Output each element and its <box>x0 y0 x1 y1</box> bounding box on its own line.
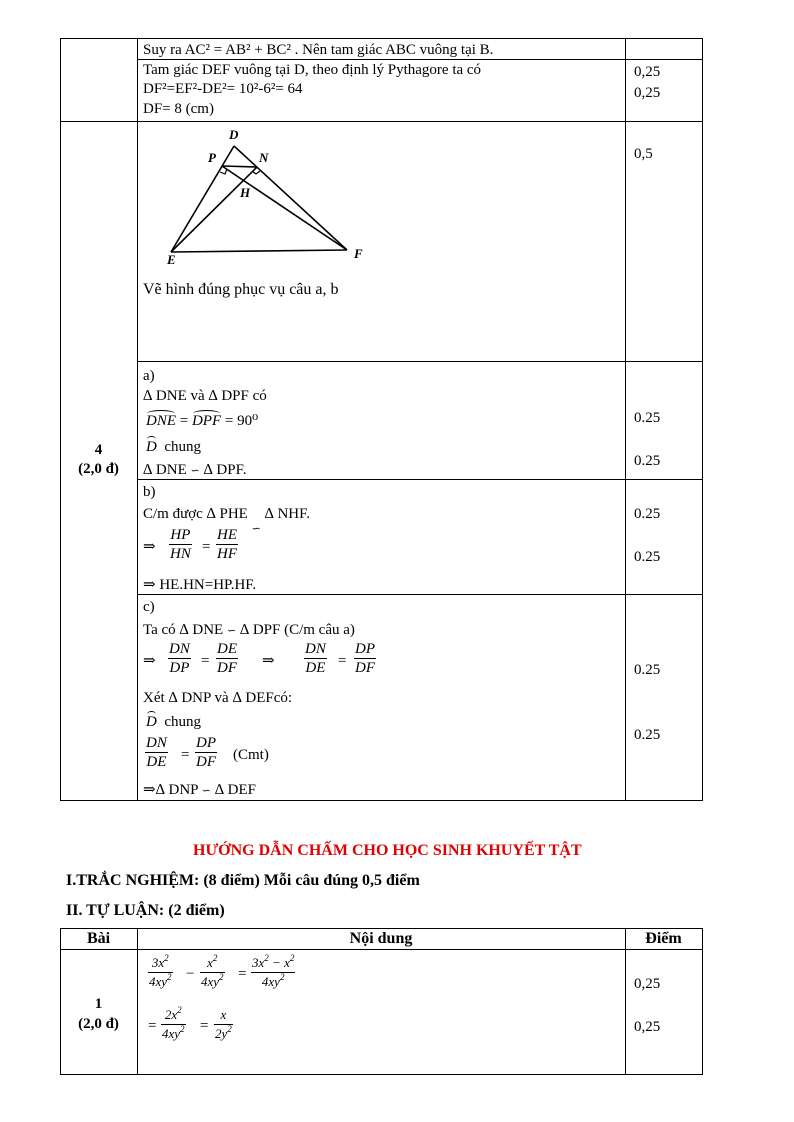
fraction-3x2-minus-x2: $3x^2 - x^2$ $4xy^2$ <box>252 953 295 989</box>
score: 0.25 <box>634 727 661 743</box>
score: 0,25 <box>634 976 661 992</box>
equals-sign: = <box>181 747 190 763</box>
section-heading: HƯỚNG DẪN CHẤM CHO HỌC SINH KHUYẾT TẬT <box>193 842 582 859</box>
fraction-x-2y2: x $2y^2$ <box>215 1007 232 1041</box>
score: 0,25 <box>634 85 661 101</box>
score: 0.25 <box>634 662 661 678</box>
fraction-dp-df: DP DF <box>355 641 375 676</box>
angle-equation: DNE = DPF = 90⁰ <box>146 413 259 429</box>
bai-points: (2,0 đ) <box>78 1016 119 1032</box>
equals-sign: = <box>201 653 210 669</box>
fraction-hp-hn: HP HN <box>170 527 191 562</box>
segment-pn <box>222 166 257 167</box>
fraction-3x2-4xy2: $3x^2$ $4xy^2$ <box>149 953 172 989</box>
score: 0.25 <box>634 506 661 522</box>
triangle-figure <box>150 124 380 264</box>
implies-symbol: ⇒ <box>262 653 275 669</box>
fraction-de-df: DE DF <box>217 641 237 676</box>
fraction-he-hf: HE HF <box>217 527 237 562</box>
part-a-label: a) <box>143 368 155 384</box>
header-noidung: Nội dung <box>349 930 413 947</box>
vertex-label-h: H <box>240 185 251 200</box>
score: 0.25 <box>634 453 661 469</box>
score: 0.25 <box>634 549 661 565</box>
vertex-label-e: E <box>167 252 176 264</box>
part2-heading: II. TỰ LUẬN: (2 điểm) <box>66 902 225 919</box>
fraction-dp-df: DP DF <box>196 735 216 770</box>
right-angle-n <box>252 171 260 174</box>
bai-number: 1 <box>94 996 103 1012</box>
part-a-line1: ∆ DNE và ∆ DPF có <box>143 388 267 404</box>
df-result-text: DF= 8 (cm) <box>143 101 214 117</box>
edge-ef <box>171 250 347 252</box>
fraction-dn-de: DN DE <box>146 735 167 770</box>
equals-sign: = <box>148 1018 157 1034</box>
vertex-label-p: P <box>208 150 216 165</box>
score: 0,25 <box>634 64 661 80</box>
minus-sign: − <box>186 966 195 982</box>
fraction-2x2-4xy2: $2x^2$ $4xy^2$ <box>162 1005 185 1041</box>
df-squared-text: DF²=EF²-DE²= 10²-6²= 64 <box>143 81 303 97</box>
score: 0.25 <box>634 410 661 426</box>
equals-sign: = <box>338 653 347 669</box>
bai-number: 4 <box>94 442 103 458</box>
part-c-label: c) <box>143 599 155 615</box>
implies-symbol: ⇒ <box>143 653 156 669</box>
triangle-def-text: Tam giác DEF vuông tại D, theo định lý Pythagore ta có <box>143 62 482 78</box>
fraction-dn-de: DN DE <box>305 641 326 676</box>
fraction-dn-dp: DN DP <box>169 641 190 676</box>
common-angle-d: D chung <box>146 439 202 455</box>
implies-symbol: ⇒ <box>143 539 156 555</box>
equals-sign: = <box>238 966 247 982</box>
fraction-x2-4xy2: $x^2$ $4xy^2$ <box>201 953 224 989</box>
right-angle-p <box>220 169 227 174</box>
score: 0,5 <box>634 146 653 162</box>
bai-points: (2,0 đ) <box>78 461 119 477</box>
score: 0,25 <box>634 1019 661 1035</box>
edge-df <box>234 146 347 250</box>
vertex-label-n: N <box>259 150 269 165</box>
common-angle-d: D chung <box>146 714 202 730</box>
part-c-line1: Ta có ∆ DNE ∽ ∆ DPF (C/m câu a) <box>143 622 355 638</box>
equals-sign: = <box>200 1018 209 1034</box>
part-a-conclusion: ∆ DNE ∽ ∆ DPF. <box>143 462 247 478</box>
altitude-fp <box>222 166 347 250</box>
pythagoras-conclusion-text: Suy ra AC² = AB² + BC² . Nên tam giác ABC vuông tại B. <box>143 42 494 58</box>
header-diem: Điểm <box>645 930 682 947</box>
part-b-line1: C/m được ∆ PHE $_∽$ ∆ NHF. <box>143 506 311 535</box>
part-b-conclusion: ⇒ HE.HN=HP.HF. <box>143 577 257 593</box>
part-c-line3: Xét ∆ DNP và ∆ DEFcó: <box>143 690 293 706</box>
cmt-note: (Cmt) <box>233 747 269 763</box>
vertex-label-f: F <box>354 246 363 261</box>
part-b-label: b) <box>143 484 156 500</box>
part1-heading: I.TRẮC NGHIỆM: (8 điểm) Mỗi câu đúng 0,5 điểm <box>66 872 420 889</box>
equals-sign: = <box>202 539 211 555</box>
figure-caption: Vẽ hình đúng phục vụ câu a, b <box>143 281 339 298</box>
vertex-label-d: D <box>229 127 239 142</box>
header-bai: Bài <box>86 930 111 947</box>
part-c-conclusion: ⇒∆ DNP ∽ ∆ DEF <box>143 782 256 798</box>
